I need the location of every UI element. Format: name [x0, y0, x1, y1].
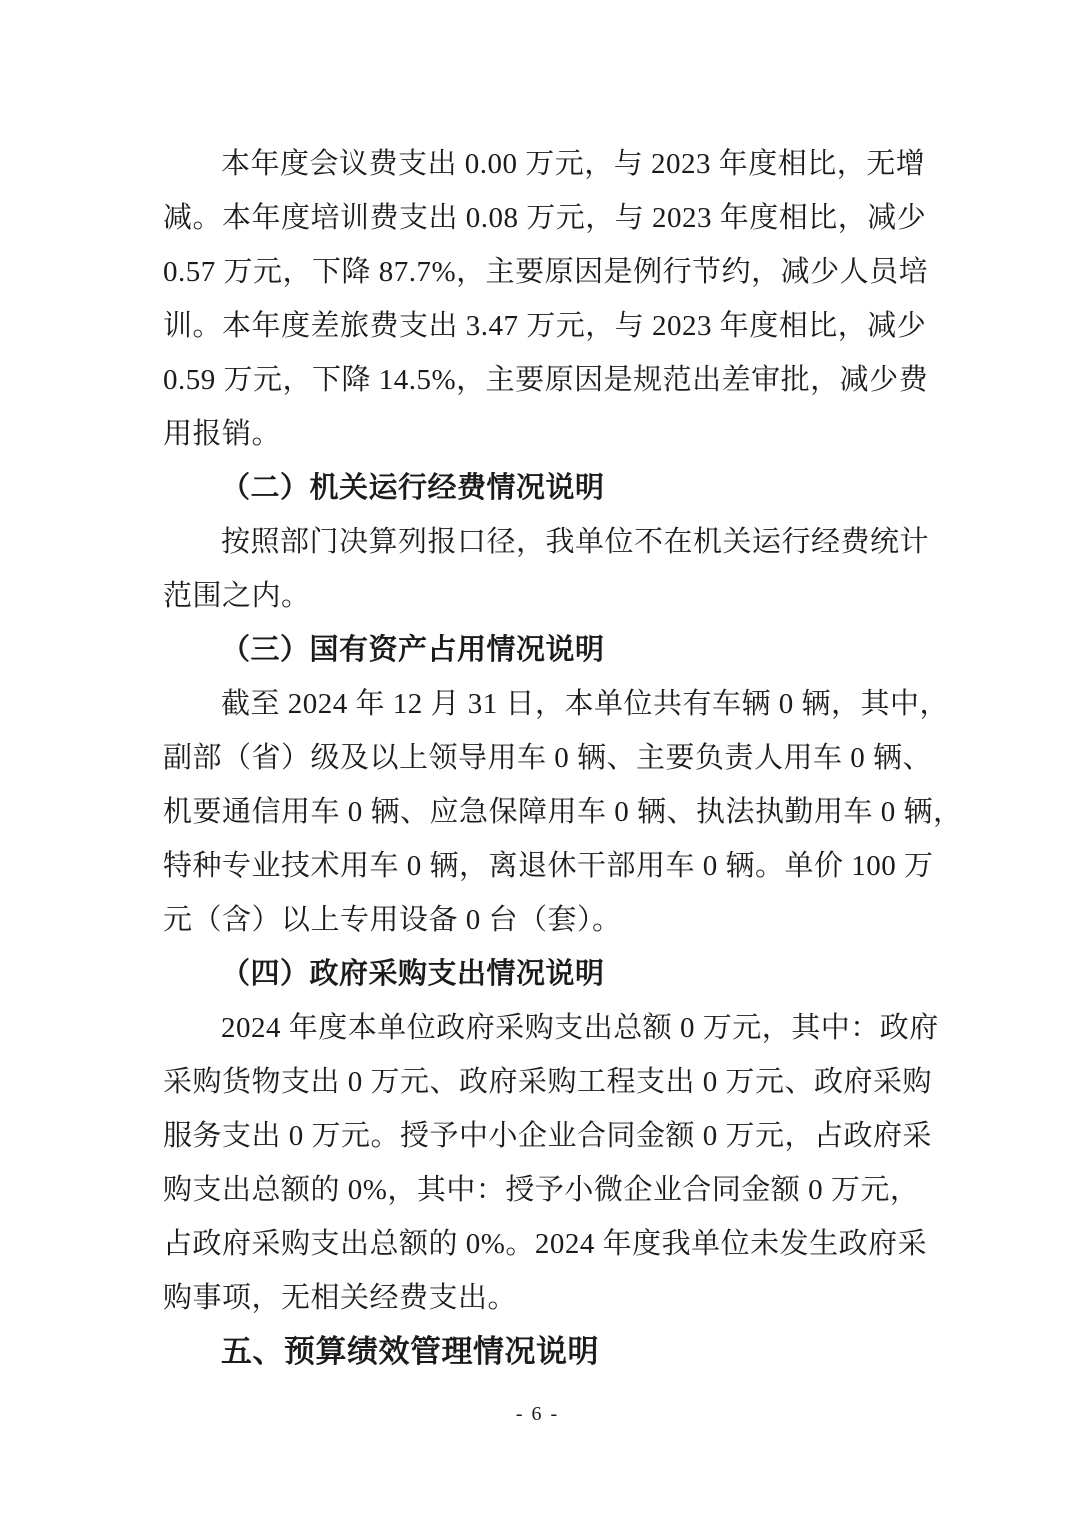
text-line: 本年度会议费支出 0.00 万元，与 2023 年度相比，无增: [221, 148, 926, 180]
text-line: 机要通信用车 0 辆、应急保障用车 0 辆、执法执勤用车 0 辆，: [163, 796, 963, 828]
text-line: 采购货物支出 0 万元、政府采购工程支出 0 万元、政府采购: [163, 1066, 933, 1098]
section-heading: （四）政府采购支出情况说明: [221, 958, 605, 990]
text-line: 0.59 万元，下降 14.5%，主要原因是规范出差审批，减少费: [163, 364, 929, 396]
text-line: 占政府采购支出总额的 0%。2024 年度我单位未发生政府采: [163, 1228, 928, 1260]
text-line: 按照部门决算列报口径，我单位不在机关运行经费统计: [221, 526, 930, 558]
text-line: 训。本年度差旅费支出 3.47 万元，与 2023 年度相比，减少: [163, 310, 927, 342]
section-heading: （三）国有资产占用情况说明: [221, 634, 605, 666]
chapter-heading: 五、预算绩效管理情况说明: [221, 1334, 599, 1369]
text-line: 截至 2024 年 12 月 31 日，本单位共有车辆 0 辆，其中，: [221, 688, 950, 720]
text-line: 购支出总额的 0%，其中：授予小微企业合同金额 0 万元，: [163, 1174, 920, 1206]
text-line: 减。本年度培训费支出 0.08 万元，与 2023 年度相比，减少: [163, 202, 927, 234]
text-line: 购事项，无相关经费支出。: [163, 1282, 518, 1314]
text-line: 0.57 万元，下降 87.7%，主要原因是例行节约，减少人员培: [163, 256, 929, 288]
text-line: 元（含）以上专用设备 0 台（套）。: [163, 904, 622, 936]
text-line: 特种专业技术用车 0 辆，离退休干部用车 0 辆。单价 100 万: [163, 850, 934, 882]
section-heading: （二）机关运行经费情况说明: [221, 472, 605, 504]
text-line: 2024 年度本单位政府采购支出总额 0 万元，其中：政府: [221, 1012, 939, 1044]
text-line: 范围之内。: [163, 580, 311, 612]
text-line: 副部（省）级及以上领导用车 0 辆、主要负责人用车 0 辆、: [163, 742, 933, 774]
text-line: 用报销。: [163, 418, 282, 450]
document-body: [163, 137, 963, 1379]
text-line: 服务支出 0 万元。授予中小企业合同金额 0 万元，占政府采: [163, 1120, 933, 1152]
page-number: - 6 -: [515, 1403, 560, 1425]
